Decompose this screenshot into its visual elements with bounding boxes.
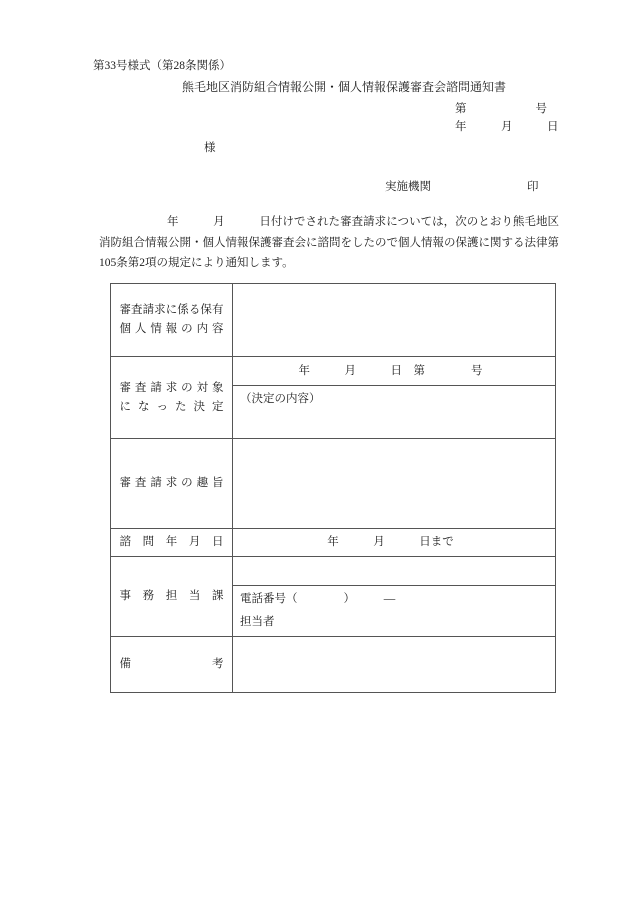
decision-date-row — [233, 358, 555, 386]
row-label-line1: 審査請求の趣旨 — [119, 477, 224, 489]
table-row — [111, 557, 556, 637]
row-label-target-decision — [111, 357, 233, 439]
phone-number-text: 電話番号（ ） ― — [240, 593, 396, 605]
row-value-subject-information[interactable] — [233, 284, 556, 357]
section-contact-cell[interactable] — [233, 586, 555, 637]
decision-subtable — [233, 358, 555, 438]
section-name-text — [233, 567, 555, 575]
row-label-request-purport — [111, 439, 233, 529]
decision-content-cell[interactable] — [233, 385, 555, 438]
table-row — [111, 529, 556, 557]
row-label-subject-information — [111, 284, 233, 357]
contact-person-text: 担当者 — [240, 616, 275, 628]
table-row — [111, 284, 556, 357]
issuing-authority-label: 実施機関 — [385, 181, 431, 193]
row-value-target-decision — [233, 357, 556, 439]
section-contact-row — [233, 586, 555, 637]
form-number: 第33号様式（第28条関係） — [93, 60, 231, 72]
row-label-responsible-section — [111, 557, 233, 637]
decision-date-cell[interactable] — [233, 358, 555, 386]
addressee-line: 様 — [204, 142, 216, 154]
body-paragraph — [99, 212, 559, 274]
table-row — [111, 357, 556, 439]
row-label-line1: 審査請求の対象 — [119, 381, 224, 394]
row-value-responsible-section — [233, 557, 556, 637]
section-name-cell[interactable] — [233, 557, 555, 586]
section-subtable — [233, 557, 555, 636]
row-label-line2: 個人情報の内容 — [119, 323, 224, 335]
document-number-field: 第 号 — [455, 103, 547, 115]
table-row — [111, 637, 556, 693]
row-value-consultation-date[interactable] — [233, 529, 556, 557]
row-label-line1: 審査請求に係る保有 — [119, 304, 224, 316]
row-value-request-purport[interactable] — [233, 439, 556, 529]
document-title: 熊毛地区消防組合情報公開・個人情報保護審査会諮問通知書 — [181, 80, 506, 94]
decision-date-text: 年 月 日 第 号 — [298, 364, 483, 377]
body-date-blank: 年 月 — [167, 216, 260, 228]
row-value-remarks[interactable] — [233, 637, 556, 693]
row-label-line2: になった決定 — [119, 400, 224, 413]
row-label-remarks — [111, 637, 233, 693]
row-value-text — [233, 661, 555, 669]
table-row — [111, 439, 556, 529]
row-label-line1: 備 考 — [119, 658, 224, 670]
document-date-field: 年 月 日 — [455, 121, 559, 133]
decision-content-text: （決定の内容） — [240, 392, 321, 405]
body-paragraph-text: 日付けでされた審査請求については，次のとおり熊毛地区消防組合情報公開・個人情報保護審査会に諮問をしたので個人情報の保護に関する法律第105条第2項の規定により通知します。 — [99, 216, 559, 269]
decision-content-row — [233, 385, 555, 438]
seal-icon: 印 — [527, 181, 539, 193]
row-value-text — [233, 480, 555, 488]
section-name-row — [233, 557, 555, 586]
row-label-consultation-date — [111, 529, 233, 557]
row-value-text — [233, 316, 555, 324]
notification-table — [110, 283, 556, 693]
row-label-line1: 諮問年月日 — [119, 536, 224, 548]
row-value-text: 年 月 日まで — [327, 536, 454, 548]
row-label-line1: 事務担当課 — [119, 590, 224, 602]
